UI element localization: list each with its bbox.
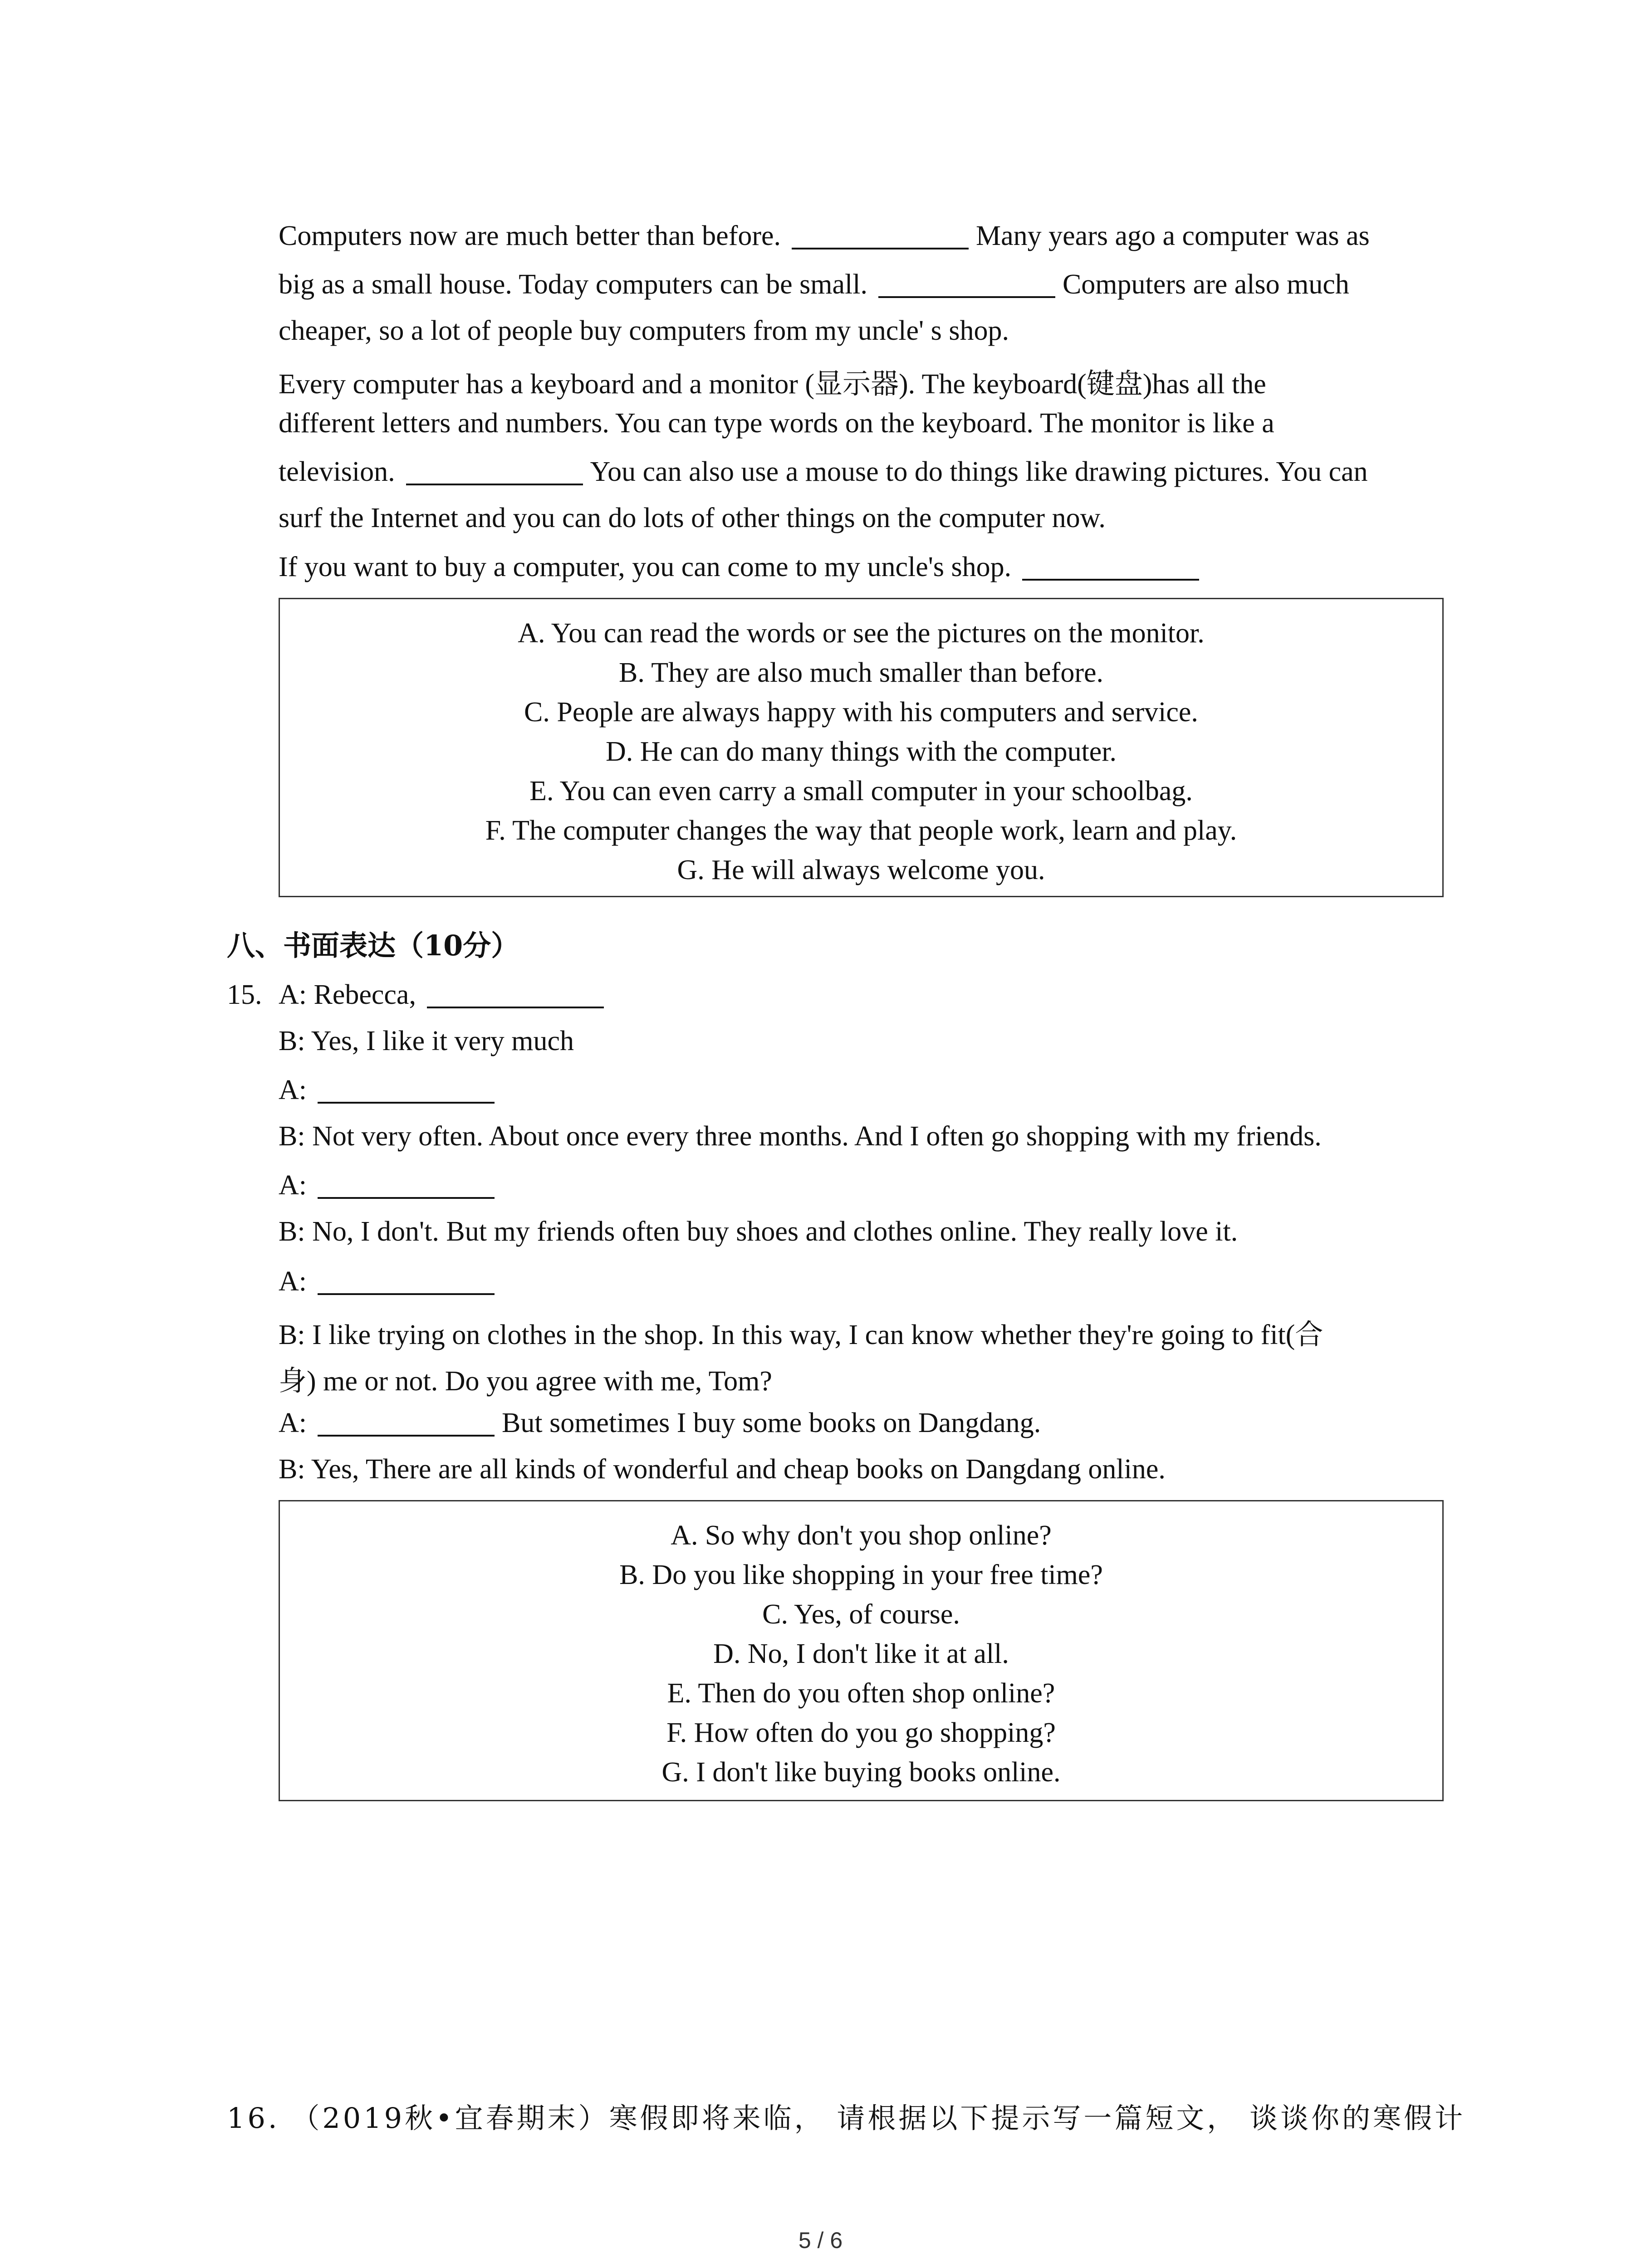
page-number: 5 / 6 (798, 2228, 843, 2253)
passage-line-2 (279, 269, 1349, 301)
option-c: C. Yes, of course. (762, 1599, 960, 1630)
dialogue-line (279, 1266, 502, 1298)
answer-blank[interactable] (318, 1408, 495, 1437)
dialogue-text: A: (279, 1408, 307, 1438)
passage-text: big as a small house. Today computers can be small. (279, 269, 867, 300)
dialogue-line: B: No, I don't. But my friends often buy shoes and clothes online. They really love it. (279, 1216, 1238, 1247)
dialogue-text: But sometimes I buy some books on Dangdang. (502, 1408, 1041, 1438)
passage-line-4: Every computer has a keyboard and a monitor (显示器). The keyboard(键盘)has all the (279, 369, 1266, 400)
dialogue-text: A: (279, 1170, 307, 1201)
question-16 (227, 2096, 1465, 2136)
option-f: F. The computer changes the way that people work, learn and play. (485, 815, 1237, 846)
section-heading: 八、书面表达（10分） (227, 929, 519, 962)
answer-blank[interactable] (318, 1170, 495, 1199)
passage-line-7: surf the Internet and you can do lots of other things on the computer now. (279, 503, 1106, 533)
question-number-15: 15. (227, 979, 262, 1010)
answer-blank[interactable] (318, 1075, 495, 1104)
option-c: C. People are always happy with his computers and service. (524, 697, 1198, 728)
passage-line-3: cheaper, so a lot of people buy computers from my uncle' s shop. (279, 315, 1009, 346)
dialogue-line: B: I like trying on clothes in the shop. In this way, I can know whether they're going to fit(合 (279, 1320, 1323, 1350)
option-a: A. So why don't you shop online? (671, 1520, 1052, 1551)
answer-blank[interactable] (318, 1266, 495, 1295)
dialogue-line: B: Not very often. About once every three months. And I often go shopping with my friends. (279, 1121, 1322, 1152)
answer-blank[interactable] (878, 269, 1055, 298)
passage-text: Many years ago a computer was as (976, 220, 1370, 251)
passage-text: You can also use a mouse to do things like drawing pictures. You can (590, 456, 1368, 487)
passage-text: If you want to buy a computer, you can come to my uncle's shop. (279, 552, 1012, 582)
option-d: D. No, I don't like it at all. (713, 1638, 1009, 1669)
answer-blank[interactable] (427, 979, 604, 1008)
passage-line-6 (279, 456, 1368, 488)
question-16-text: （2019秋•宜春期末）寒假即将来临， 请根据以下提示写一篇短文， 谈谈你的寒假计 (291, 2102, 1466, 2135)
option-g: G. He will always welcome you. (677, 855, 1045, 885)
dialogue-line (279, 1407, 1041, 1439)
option-g: G. I don't like buying books online. (661, 1757, 1061, 1788)
passage-text: Computers now are much better than before. (279, 220, 781, 251)
dialogue-line: 身) me or not. Do you agree with me, Tom? (279, 1366, 772, 1397)
passage-text: Computers are also much (1062, 269, 1349, 300)
option-d: D. He can do many things with the computer. (605, 736, 1117, 767)
answer-blank[interactable] (792, 220, 969, 249)
option-b: B. Do you like shopping in your free time? (619, 1559, 1103, 1590)
passage-line-1 (279, 220, 1370, 252)
dialogue-line (279, 979, 611, 1011)
option-e: E. Then do you often shop online? (667, 1678, 1055, 1709)
dialogue-line (279, 1169, 502, 1202)
passage-text: television. (279, 456, 395, 487)
answer-blank[interactable] (406, 456, 583, 485)
options-box-passage (279, 598, 1444, 897)
option-e: E. You can even carry a small computer in your schoolbag. (529, 776, 1193, 807)
option-f: F. How often do you go shopping? (666, 1717, 1056, 1748)
passage-line-8 (279, 551, 1206, 583)
option-a: A. You can read the words or see the pictures on the monitor. (518, 618, 1205, 649)
option-b: B. They are also much smaller than before. (619, 657, 1103, 688)
dialogue-text: A: Rebecca, (279, 979, 416, 1010)
dialogue-text: A: (279, 1075, 307, 1105)
answer-blank[interactable] (1022, 552, 1199, 581)
dialogue-line: B: Yes, I like it very much (279, 1026, 574, 1056)
question-number-16: 16. (227, 2102, 280, 2135)
options-box-dialogue (279, 1500, 1444, 1801)
dialogue-line (279, 1074, 502, 1106)
passage-line-5: different letters and numbers. You can type words on the keyboard. The monitor is like a (279, 408, 1274, 439)
dialogue-line: B: Yes, There are all kinds of wonderful and cheap books on Dangdang online. (279, 1454, 1166, 1485)
dialogue-text: A: (279, 1266, 307, 1297)
